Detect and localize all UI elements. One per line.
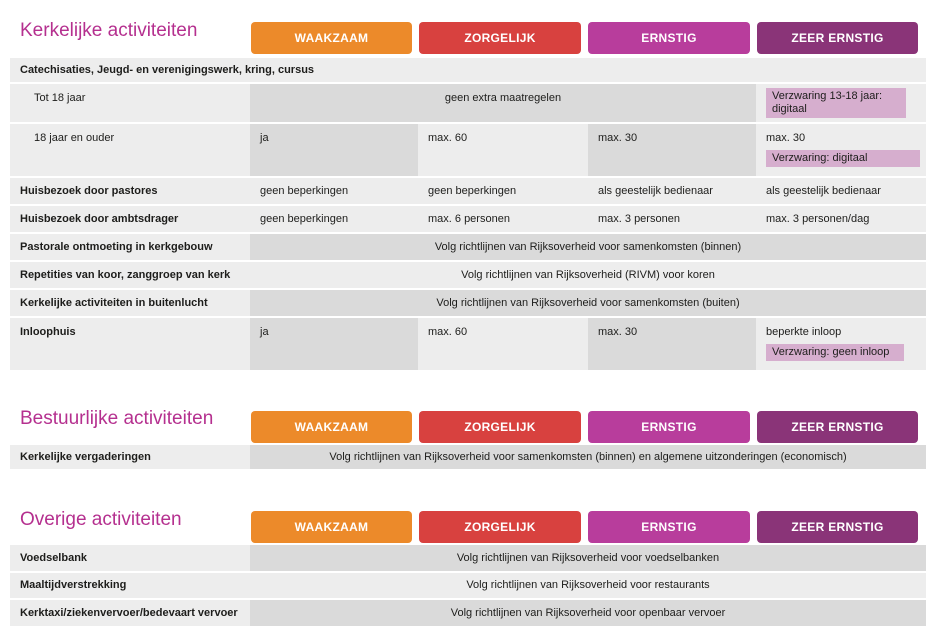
cell-value: beperkte inloop [766, 326, 842, 338]
table-row-maaltijd [10, 573, 926, 598]
row-label: 18 jaar en ouder [34, 132, 115, 144]
table-row-voedselbank [10, 545, 926, 571]
cell-value: ja [260, 132, 269, 144]
table-row-buitenlucht [10, 290, 926, 316]
table-row-huisbezoek-ambtsdrager [10, 206, 926, 232]
cell-value: als geestelijk bedienaar [598, 185, 713, 197]
verzwaring-tag: Verzwaring 13-18 jaar: digitaal [766, 88, 906, 118]
cell-value: Volg richtlijnen van Rijksoverheid voor voedselbanken [456, 552, 720, 564]
row-label: Huisbezoek door ambtsdrager [20, 213, 179, 225]
cell-value: max. 30 [766, 132, 806, 144]
cell-value: Volg richtlijnen van Rijksoverheid voor samenkomsten (binnen) [434, 241, 742, 253]
row-label: Pastorale ontmoeting in kerkgebouw [20, 241, 213, 253]
section-title-bestuurlijk: Bestuurlijke activiteiten [20, 408, 214, 429]
level-header-zeer-ernstig: ZEER ERNSTIG [757, 511, 918, 543]
cell-value: Volg richtlijnen van Rijksoverheid (RIVM) voor koren [461, 269, 715, 281]
cell-value: max. 30 [598, 132, 638, 144]
cell-value: max. 60 [428, 132, 468, 144]
merged-cell [250, 262, 926, 288]
row-label: Huisbezoek door pastores [20, 185, 158, 197]
level-header-zorgelijk: ZORGELIJK [419, 411, 581, 443]
row-label: Kerkelijke vergaderingen [20, 451, 151, 463]
row-label: Repetities van koor, zanggroep van kerk [20, 269, 231, 281]
table-row-repetities [10, 262, 926, 288]
cell-value: max. 60 [428, 326, 468, 338]
row-label: Kerktaxi/ziekenvervoer/bedevaart vervoer [20, 607, 238, 619]
level-header-waakzaam: WAAKZAAM [251, 511, 412, 543]
merged-cell [250, 290, 926, 316]
row-label: Maaltijdverstrekking [20, 579, 127, 591]
section-title-overig: Overige activiteiten [20, 509, 182, 530]
cell-value: max. 6 personen [428, 213, 510, 225]
merged-cell [250, 445, 926, 469]
level-header-zeer-ernstig: ZEER ERNSTIG [757, 411, 918, 443]
level-header-zorgelijk: ZORGELIJK [419, 22, 581, 54]
row-label: Catechisaties, Jeugd- en verenigingswerk, kring, cursus [20, 64, 315, 76]
cell-value: geen beperkingen [428, 185, 517, 197]
cell-value: Volg richtlijnen van Rijksoverheid voor restaurants [466, 579, 710, 591]
row-label: Kerkelijke activiteiten in buitenlucht [20, 297, 208, 309]
table-row-inloophuis [10, 318, 926, 370]
level-header-zorgelijk: ZORGELIJK [419, 511, 581, 543]
table-row-vervoer [10, 600, 926, 626]
table-row-18-ouder [10, 124, 926, 176]
cell-value: geen beperkingen [260, 185, 349, 197]
row-label: Tot 18 jaar [34, 92, 86, 104]
level-header-waakzaam: WAAKZAAM [251, 411, 412, 443]
level-header-waakzaam: WAAKZAAM [251, 22, 412, 54]
merged-cell [250, 573, 926, 598]
level-header-ernstig: ERNSTIG [588, 511, 750, 543]
level-header-ernstig: ERNSTIG [588, 22, 750, 54]
row-label: Voedselbank [20, 552, 88, 564]
cell-value: Volg richtlijnen van Rijksoverheid voor openbaar vervoer [450, 607, 726, 619]
table-row-huisbezoek-pastores [10, 178, 926, 204]
cell-value: max. 3 personen [598, 213, 680, 225]
merged-cell [250, 600, 926, 626]
row-label: Inloophuis [20, 326, 76, 338]
cell-value: max. 30 [598, 326, 638, 338]
cell-value: als geestelijk bedienaar [766, 185, 881, 197]
merged-cell [250, 234, 926, 260]
cell-value: max. 3 personen/dag [766, 213, 870, 225]
cell-value: geen beperkingen [260, 213, 349, 225]
table-row-catechisatie [10, 58, 926, 82]
cell-value: geen extra maatregelen [444, 92, 562, 104]
level-header-ernstig: ERNSTIG [588, 411, 750, 443]
table-row-pastorale [10, 234, 926, 260]
section-title-kerkelijk: Kerkelijke activiteiten [20, 20, 198, 41]
verzwaring-tag: Verzwaring: geen inloop [766, 344, 904, 361]
merged-cell [250, 545, 926, 571]
cell-value: ja [260, 326, 269, 338]
level-header-zeer-ernstig: ZEER ERNSTIG [757, 22, 918, 54]
verzwaring-tag: Verzwaring: digitaal [766, 150, 920, 167]
cell-value: Volg richtlijnen van Rijksoverheid voor samenkomsten (binnen) en algemene uitzonderingen (economisch) [329, 451, 847, 463]
merged-cell [250, 84, 756, 122]
table-row-vergaderingen [10, 445, 926, 469]
cell-value: Volg richtlijnen van Rijksoverheid voor samenkomsten (buiten) [436, 297, 740, 309]
table-row-tot-18 [10, 84, 926, 122]
